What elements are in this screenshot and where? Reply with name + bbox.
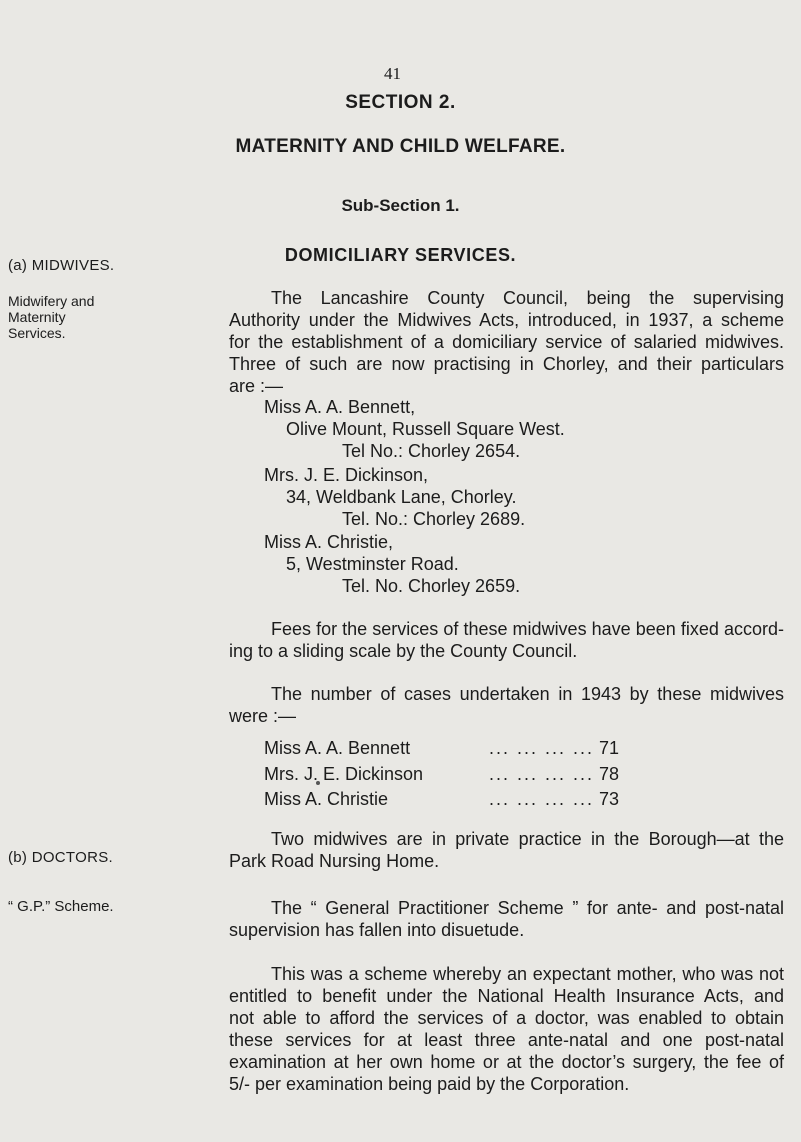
- midwife-1-address: Olive Mount, Russell Square West.: [286, 419, 565, 439]
- case-name: Miss A. A. Bennett: [264, 738, 411, 758]
- case-name: Mrs. J. E. Dickinson: [264, 764, 424, 784]
- case-count: 78: [599, 764, 620, 784]
- cases-paragraph: The number of cases undertaken in 1943 by these midwives were :—: [229, 684, 784, 726]
- sidebar-gp-scheme-label: “ G.P.” Scheme.: [8, 898, 114, 915]
- sidebar-doctors-heading: (b) DOCTORS.: [8, 849, 113, 866]
- fees-paragraph: Fees for the services of these midwives have been fixed accord- ing to a sliding scale by the County Council.: [229, 619, 784, 661]
- midwife-2-tel: Tel. No.: Chorley 2689.: [342, 509, 526, 529]
- midwife-2-address: 34, Weldbank Lane, Chorley.: [286, 487, 517, 507]
- midwife-3-tel: Tel. No. Chorley 2659.: [342, 576, 521, 596]
- leader-dots: ... ... ... ...: [488, 789, 594, 809]
- subsection-heading: Sub-Section 1.: [341, 196, 460, 215]
- sidebar-midwifery-label: Midwifery and Maternity Services.: [8, 293, 95, 341]
- midwife-1-tel: Tel No.: Chorley 2654.: [342, 441, 521, 461]
- case-count: 71: [599, 738, 620, 758]
- gp-scheme-paragraph: The “ General Practitioner Scheme ” for ante- and post-natal supervision has fallen into disuetude.: [229, 898, 784, 940]
- leader-dots: ... ... ... ...: [488, 738, 594, 758]
- private-practice-paragraph: Two midwives are in private practice in the Borough—at the Park Road Nursing Home.: [229, 829, 784, 871]
- case-count: 73: [599, 789, 620, 809]
- intro-paragraph: The Lancashire County Council, being the supervising Authority under the Midwives Acts, introduced, in 1937, a scheme for the establishment of a domiciliary service of salaried midwives. Three of such are now practising in Chorley, and their particulars are :—: [229, 288, 784, 396]
- scheme-description-paragraph: This was a scheme whereby an expectant mother, who was not entitled to benefit under the National Health Insurance Acts, and not able to afford the services of a doctor, was enabled to obtain these services for at least three ante-natal and one post-natal examination at her own home or at the doctor’s surgery, the fee of 5/- per examination being paid by the Corporation.: [229, 964, 784, 1094]
- services-heading: DOMICILIARY SERVICES.: [284, 245, 517, 265]
- case-name: Miss A. Christie: [264, 789, 389, 809]
- midwife-2-name: Mrs. J. E. Dickinson,: [264, 465, 429, 485]
- midwife-3-address: 5, Westminster Road.: [286, 554, 459, 574]
- midwife-3-name: Miss A. Christie,: [264, 532, 394, 552]
- leader-dots: ... ... ... ...: [488, 764, 594, 784]
- page-number: 41: [384, 64, 401, 83]
- sidebar-midwives-heading: (a) MIDWIVES.: [8, 257, 115, 274]
- section-heading: SECTION 2.: [345, 92, 456, 113]
- midwife-1-name: Miss A. A. Bennett,: [264, 397, 416, 417]
- page-title: MATERNITY AND CHILD WELFARE.: [235, 136, 566, 157]
